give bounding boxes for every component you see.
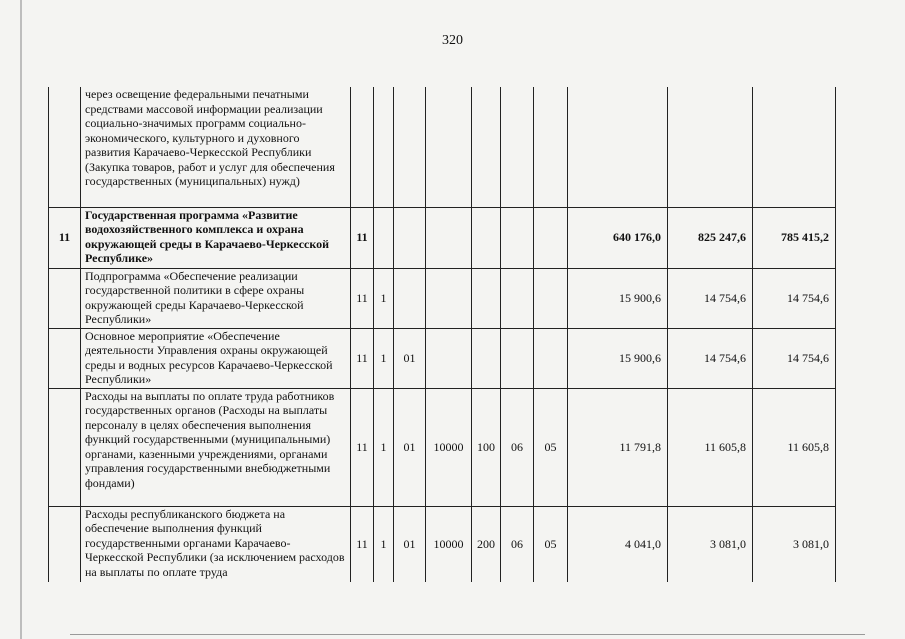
scan-edge-left [20,0,22,639]
row-number-cell [49,506,81,582]
table-row [49,328,836,388]
row-number-cell [49,268,81,328]
code-cell: 01 [394,388,426,506]
code-cell [394,268,426,328]
code-cell: 11 [351,506,374,582]
amount-cell: 15 900,6 [568,268,668,328]
row-name-cell: Подпрограмма «Обеспечение реализации государственной политики в сфере охраны окружающей среды Карачаево-Черкесской Республики» [81,268,351,328]
code-cell [501,87,534,207]
code-cell [426,328,472,388]
code-cell [534,87,568,207]
code-cell [351,87,374,207]
code-cell [501,268,534,328]
code-cell [534,268,568,328]
code-cell: 11 [351,388,374,506]
amount-cell: 14 754,6 [668,268,753,328]
amount-cell: 825 247,6 [668,207,753,268]
amount-cell: 4 041,0 [568,506,668,582]
budget-table [48,87,836,582]
code-cell: 200 [472,506,501,582]
row-name-cell: Основное мероприятие «Обеспечение деятельности Управления охраны окружающей среды и водных ресурсов Карачаево-Черкесской Республики» [81,328,351,388]
code-cell [501,328,534,388]
row-number-cell: 11 [49,207,81,268]
row-number-cell [49,388,81,506]
row-name-cell: через освещение федеральными печатными средствами массовой информации реализации социально-значимых программ социально-экономического, культурного и духовного развития Карачаево-Черкесской Республики (Закупка товаров, работ и услуг для обеспечения государственных (муниципальных) нужд) [81,87,351,207]
code-cell [394,87,426,207]
code-cell: 10000 [426,506,472,582]
code-cell [426,268,472,328]
code-cell [426,87,472,207]
code-cell [534,328,568,388]
code-cell: 11 [351,207,374,268]
table-row [49,87,836,207]
amount-cell [753,87,836,207]
amount-cell: 11 605,8 [753,388,836,506]
table-row [49,207,836,268]
code-cell: 06 [501,506,534,582]
code-cell: 1 [374,328,394,388]
amount-cell: 14 754,6 [753,328,836,388]
amount-cell: 3 081,0 [753,506,836,582]
code-cell [501,207,534,268]
code-cell [374,87,394,207]
page-number: 320 [442,33,463,48]
code-cell [472,87,501,207]
amount-cell: 15 900,6 [568,328,668,388]
amount-cell: 3 081,0 [668,506,753,582]
code-cell: 01 [394,328,426,388]
code-cell [394,207,426,268]
row-number-cell [49,87,81,207]
code-cell [472,207,501,268]
code-cell [426,207,472,268]
scan-bottom-line [70,634,865,635]
row-name-cell: Расходы на выплаты по оплате труда работников государственных органов (Расходы на выплаты персоналу в целях обеспечения выполнения функций государственными (муниципальными) органами, казенными учреждениями, органами управления государственными внебюджетными фондами) [81,388,351,506]
code-cell [374,207,394,268]
table-row [49,268,836,328]
amount-cell: 785 415,2 [753,207,836,268]
code-cell: 05 [534,388,568,506]
table-row [49,388,836,506]
row-name-cell: Государственная программа «Развитие водохозяйственного комплекса и охрана окружающей среды в Карачаево-Черкесской Республике» [81,207,351,268]
code-cell [472,268,501,328]
amount-cell: 11 605,8 [668,388,753,506]
table-row [49,506,836,582]
amount-cell: 640 176,0 [568,207,668,268]
code-cell: 05 [534,506,568,582]
code-cell: 01 [394,506,426,582]
code-cell: 11 [351,328,374,388]
code-cell: 100 [472,388,501,506]
amount-cell [568,87,668,207]
amount-cell: 14 754,6 [668,328,753,388]
amount-cell: 14 754,6 [753,268,836,328]
row-name-cell: Расходы республиканского бюджета на обеспечение выполнения функций государственными органами Карачаево-Черкесской Республики (за исключением расходов на выплаты по оплате труда [81,506,351,582]
code-cell: 10000 [426,388,472,506]
amount-cell [668,87,753,207]
row-number-cell [49,328,81,388]
code-cell: 11 [351,268,374,328]
code-cell: 06 [501,388,534,506]
code-cell: 1 [374,506,394,582]
code-cell [472,328,501,388]
code-cell: 1 [374,268,394,328]
code-cell: 1 [374,388,394,506]
amount-cell: 11 791,8 [568,388,668,506]
code-cell [534,207,568,268]
